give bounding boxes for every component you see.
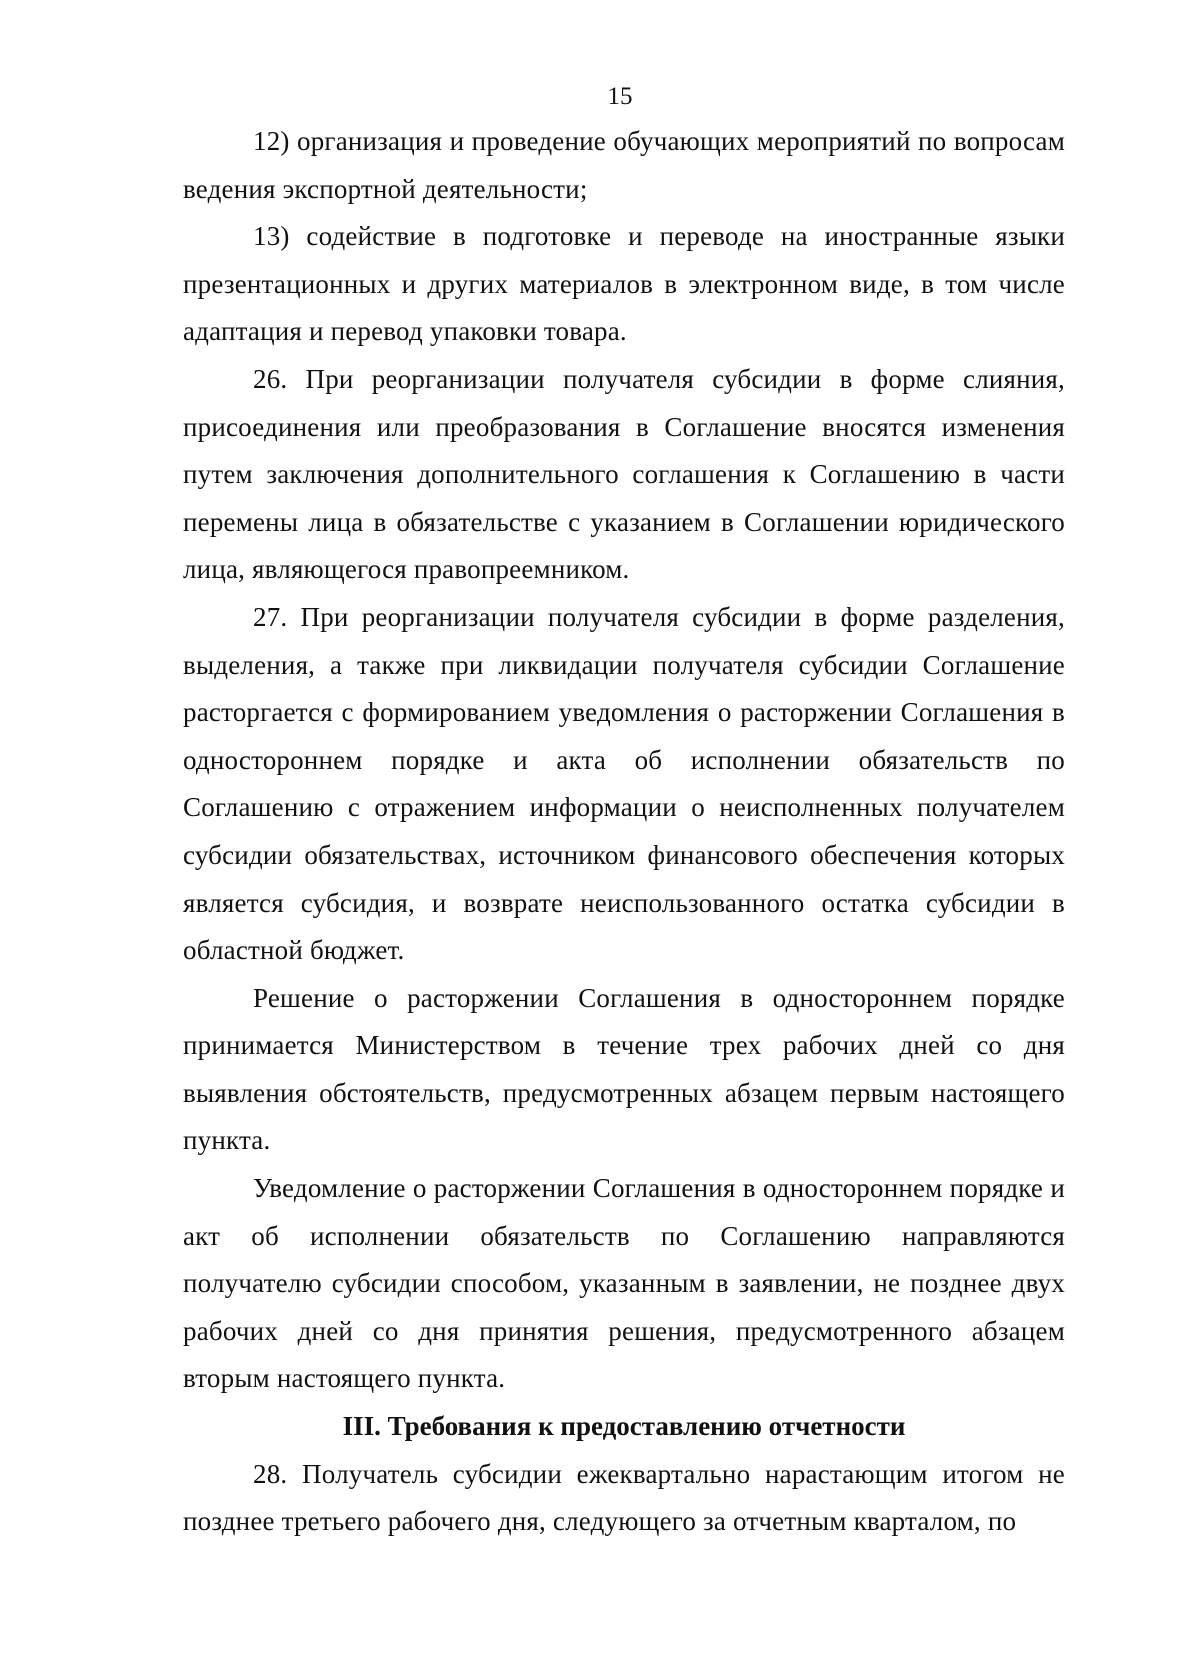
paragraph-clause-27-decision: Решение о расторжении Соглашения в одностороннем порядке принимается Министерством в течение трех рабочих дней со дня выявления обстоятельств, предусмотренных абзацем первым настоящего пункта. xyxy=(183,982,1065,1156)
section-heading: III. Требования к предоставлению отчетности xyxy=(342,1411,906,1442)
paragraph-item-12: 12) организация и проведение обучающих мероприятий по вопросам ведения экспортной деятельности; xyxy=(183,126,1065,204)
paragraph-clause-28: 28. Получатель субсидии ежеквартально нарастающим итогом не позднее третьего рабочего дня, следующего за отчетным кварталом, по xyxy=(183,1458,1065,1537)
paragraph-clause-26: 26. При реорганизации получателя субсидии в форме слияния, присоединения или преобразования в Соглашение вносятся изменения путем заключения дополнительного соглашения к Соглашению в части перемены лица в обязательстве с указанием в Соглашении юридического лица, являющегося правопреемником. xyxy=(183,363,1065,585)
page-number: 15 xyxy=(607,83,633,110)
paragraph-item-13: 13) содействие в подготовке и переводе на иностранные языки презентационных и других материалов в электронном виде, в том числе адаптация и перевод упаковки товара. xyxy=(183,221,1065,347)
paragraph-clause-27-notice: Уведомление о расторжении Соглашения в одностороннем порядке и акт об исполнении обязательств по Соглашению направляются получателю субсидии способом, указанным в заявлении, не позднее двух рабочих дней со дня принятия решения, предусмотренного абзацем вторым настоящего пункта. xyxy=(183,1173,1065,1394)
document-body xyxy=(183,118,1065,1546)
paragraph-clause-27: 27. При реорганизации получателя субсидии в форме разделения, выделения, а также при ликвидации получателя субсидии Соглашение расторгается с формированием уведомления о расторжении Соглашения в одностороннем порядке и акта об исполнении обязательств по Соглашению с отражением информации о неисполненных получателем субсидии обязательствах, источником финансового обеспечения которых является субсидия, и возврате неиспользованного остатка субсидии в областной бюджет. xyxy=(183,601,1065,966)
